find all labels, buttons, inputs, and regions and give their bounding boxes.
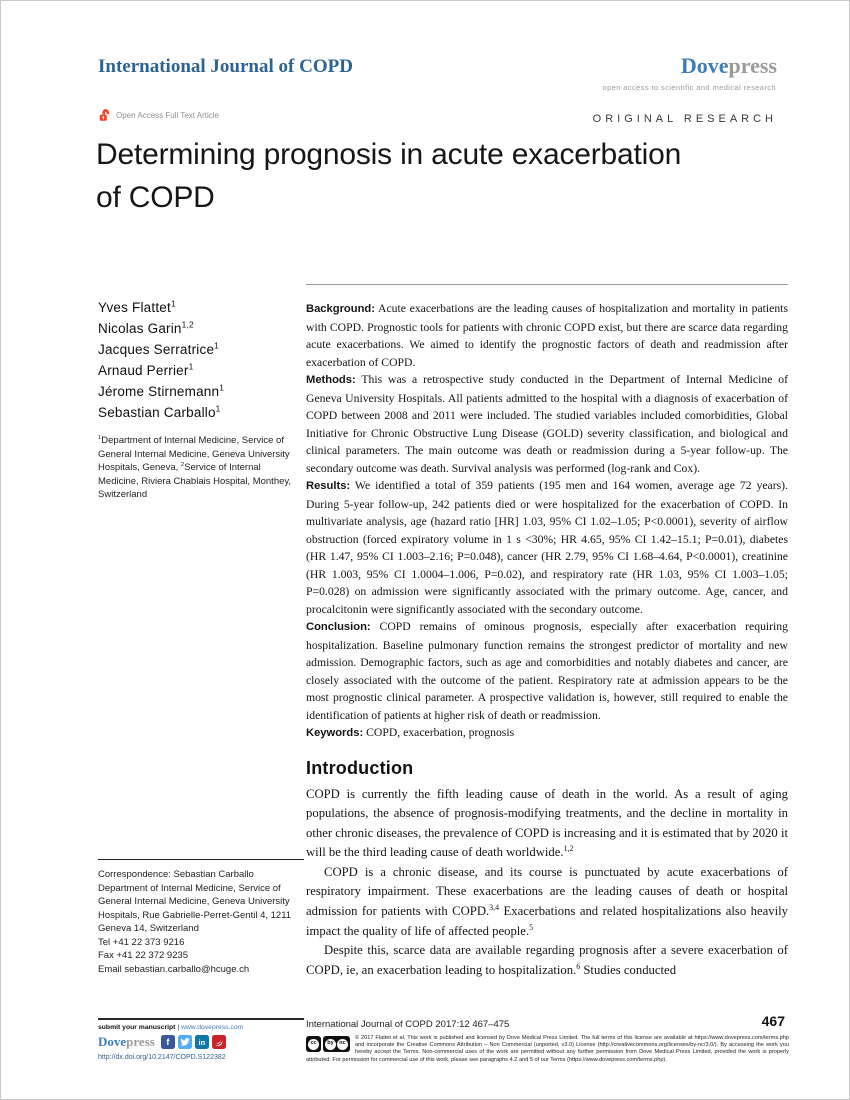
cc-license-badge xyxy=(306,1036,350,1052)
footer-wordmark-press: press xyxy=(126,1034,155,1049)
correspondence-label: Correspondence: Sebastian Carballo xyxy=(98,869,254,880)
author-list xyxy=(98,297,304,423)
cc-nc-icon: nc xyxy=(337,1039,348,1050)
introduction-paragraph: Despite this, scarce data are available regarding prognosis after a severe exacerbation of COPD, ie, an exacerbation leading to hospitalization.$^6$ Studies conducted xyxy=(306,943,788,977)
introduction-paragraph: COPD is currently the fifth leading cause of death in the world. As a result of aging populations, the absence of prognosis-modifying treatments, and the decline in mortality in other chronic diseases, the prevalence of COPD is increasing and it is estimated that by 2020 it will be the third leading cause of death worldwide.$^{1,2}$ xyxy=(306,786,788,860)
correspondence-tel: Tel +41 22 373 9216 xyxy=(98,936,185,948)
correspondence-fax: Fax +41 22 372 9235 xyxy=(98,950,189,961)
abstract-section: Methods: This was a retrospective study conducted in the Department of Internal Medicine of Geneva University Hospitals. All patients admitted to the hospital with a diagnosis of exacerbation of COPD between 2008 and 2011 were included. The studied variables included comorbidities, Global Initiative for Chronic Obstructive Lung Disease (GOLD) severity classification, and biological and clinical parameters. The main outcome was death or readmission during a 5-year follow-up. The secondary outcome was death. Survival analysis was performed (log-rank and Cox). xyxy=(306,373,788,475)
publisher-tagline: open access to scientific and medical research xyxy=(602,83,776,92)
author-name: Yves Flattet$^1$ xyxy=(98,298,176,315)
author-name: Jacques Serratrice$^1$ xyxy=(98,340,220,357)
linkedin-icon[interactable]: in xyxy=(195,1035,209,1049)
submit-label: submit your manuscript xyxy=(98,1024,176,1031)
facebook-icon[interactable]: f xyxy=(161,1035,175,1049)
author-name: Nicolas Garin$^{1,2}$ xyxy=(98,319,194,336)
cc-icon: cc xyxy=(308,1039,319,1050)
correspondence-address: Department of Internal Medicine, Service of General Internal Medicine, Geneva University Hospitals, Rue Gabrielle-Perret-Gentil 4, 1211 Geneva 14, Switzerland xyxy=(98,882,292,934)
abstract-section-label: Conclusion: xyxy=(306,621,371,633)
abstract-section: Conclusion: COPD remains of ominous prognosis, especially after exacerbation requiring hospitalization. Baseline pulmonary function remains the strongest predictor of mortality and new admission. Demographic factors, such as age and comorbidities and notably diabetes and cancer, are closely associated with the outcome of the patient. Respiratory rate at admission appears to be the most prognostic clinical parameter. A prospective validation is, however, still required to enable the identification of patients at higher risk of death or readmission. xyxy=(306,620,788,722)
footer-left xyxy=(98,1018,304,1061)
page-number: 467 xyxy=(761,1013,785,1029)
abstract-section-label: Methods: xyxy=(306,374,356,386)
introduction-paragraph: COPD is a chronic disease, and its course is punctuated by acute exacerbations of respiratory impairment. These exacerbations are the leading causes of death or hospital admission for patients with COPD.$^{3,4}$ Exacerbations and related hospitalizations also heavily impact the quality of life of affected people.$^5$ xyxy=(306,864,788,938)
author-name: Arnaud Perrier$^1$ xyxy=(98,361,194,378)
abstract-section-label: Keywords: xyxy=(306,727,364,739)
article-title-line1: Determining prognosis in acute exacerbation xyxy=(96,138,682,171)
abstract-section: Results: We identified a total of 359 patients (195 men and 164 women, average age 72 years). During 5-year follow-up, 242 patients died or were hospitalized for the exacerbation of COPD. In multivariate analysis, age (hazard ratio [HR] 1.03, 95% CI 1.02–1.05; P<0.0001), severity of airflow obstruction (forced expiratory volume in 1 s <30%; HR 4.65, 95% CI 1.42–15.1; P=0.01), diabetes (HR 1.47, 95% CI 1.003–2.16; P=0.048), cancer (HR 2.79, 95% CI 1.68–4.64, P<0.0001), creatinine (HR 1.003, 95% CI 1.0004–1.006, P=0.02), and respiratory rate (HR 1.03, 95% CI 1.003–1.05; P=0.028) on admission were significantly associated with the primary outcome. Age, cancer, and procalcitonin were significantly associated with the secondary outcome. xyxy=(306,479,788,616)
abstract-section: Background: Acute exacerbations are the leading causes of hospitalization and mortality in patients with COPD. Prognostic tools for patients with chronic COPD exist, but there are scarce data regarding acute exacerbations. We aimed to identify the prognostic factors of death and readmission after exacerbation of COPD. xyxy=(306,302,788,369)
dovepress-icon[interactable] xyxy=(212,1035,226,1049)
abstract-section: Keywords: COPD, exacerbation, prognosis xyxy=(306,726,515,739)
abstract-divider xyxy=(306,284,788,285)
article-type-label: ORIGINAL RESEARCH xyxy=(592,113,777,125)
open-access-label: Open Access Full Text Article xyxy=(116,111,220,120)
affiliations: $^1$Department of Internal Medicine, Service of General Internal Medicine, Geneva University Hospitals, Geneva, $^2$Service of Internal Medicine, Riviera Chablais Hospital, Monthey, Switzerland xyxy=(98,434,292,500)
article-title-line2: of COPD xyxy=(96,181,215,214)
footer-wordmark-dove: Dove xyxy=(98,1034,127,1049)
submit-manuscript-line xyxy=(98,1024,304,1031)
dovepress-link[interactable]: www.dovepress.com xyxy=(180,1024,244,1031)
cc-by-icon: by xyxy=(325,1039,336,1050)
license-block xyxy=(306,1035,789,1064)
submit-separator: | xyxy=(177,1024,180,1031)
correspondence-block xyxy=(98,859,304,976)
journal-citation: International Journal of COPD 2017:12 467–475 xyxy=(306,1019,510,1030)
doi-link[interactable]: http://dx.doi.org/10.2147/COPD.S122382 xyxy=(98,1054,226,1061)
introduction-heading: Introduction xyxy=(306,757,414,778)
author-name: Sebastian Carballo$^1$ xyxy=(98,403,221,420)
open-access-icon xyxy=(98,109,111,122)
article-title xyxy=(96,133,681,219)
abstract xyxy=(306,300,788,743)
journal-name: International Journal of COPD xyxy=(98,56,353,77)
author-name: Jérome Stirnemann$^1$ xyxy=(98,382,225,399)
license-text: © 2017 Flattet et al. This work is published and licensed by Dove Medical Press Limited. The full terms of this license are available at https://www.dovepress.com/terms.php and incorporate the Creative Commons Attribution – Non Commercial (unported, v3.0) License (http://creativecommons.org/licenses/by-nc/3.0/). By accessing the work you hereby accept the Terms. Non-commercial uses of the work are permitted without any further permission from Dove Medical Press Limited, provided the work is properly attributed. For permission for commercial use of this work, please see paragraphs 4.2 and 5 of our Terms (https://www.dovepress.com/terms.php). xyxy=(306,1035,789,1063)
twitter-icon[interactable] xyxy=(178,1035,192,1049)
introduction-paragraphs xyxy=(306,785,788,981)
wordmark-dove: Dove xyxy=(680,53,729,78)
wordmark-press: press xyxy=(728,53,777,78)
footer-dovepress-logo xyxy=(98,1034,155,1050)
abstract-section-label: Background: xyxy=(306,303,375,315)
correspondence-email: Email sebastian.carballo@hcuge.ch xyxy=(98,963,250,975)
dovepress-wordmark xyxy=(681,53,777,79)
abstract-section-label: Results: xyxy=(306,480,351,492)
